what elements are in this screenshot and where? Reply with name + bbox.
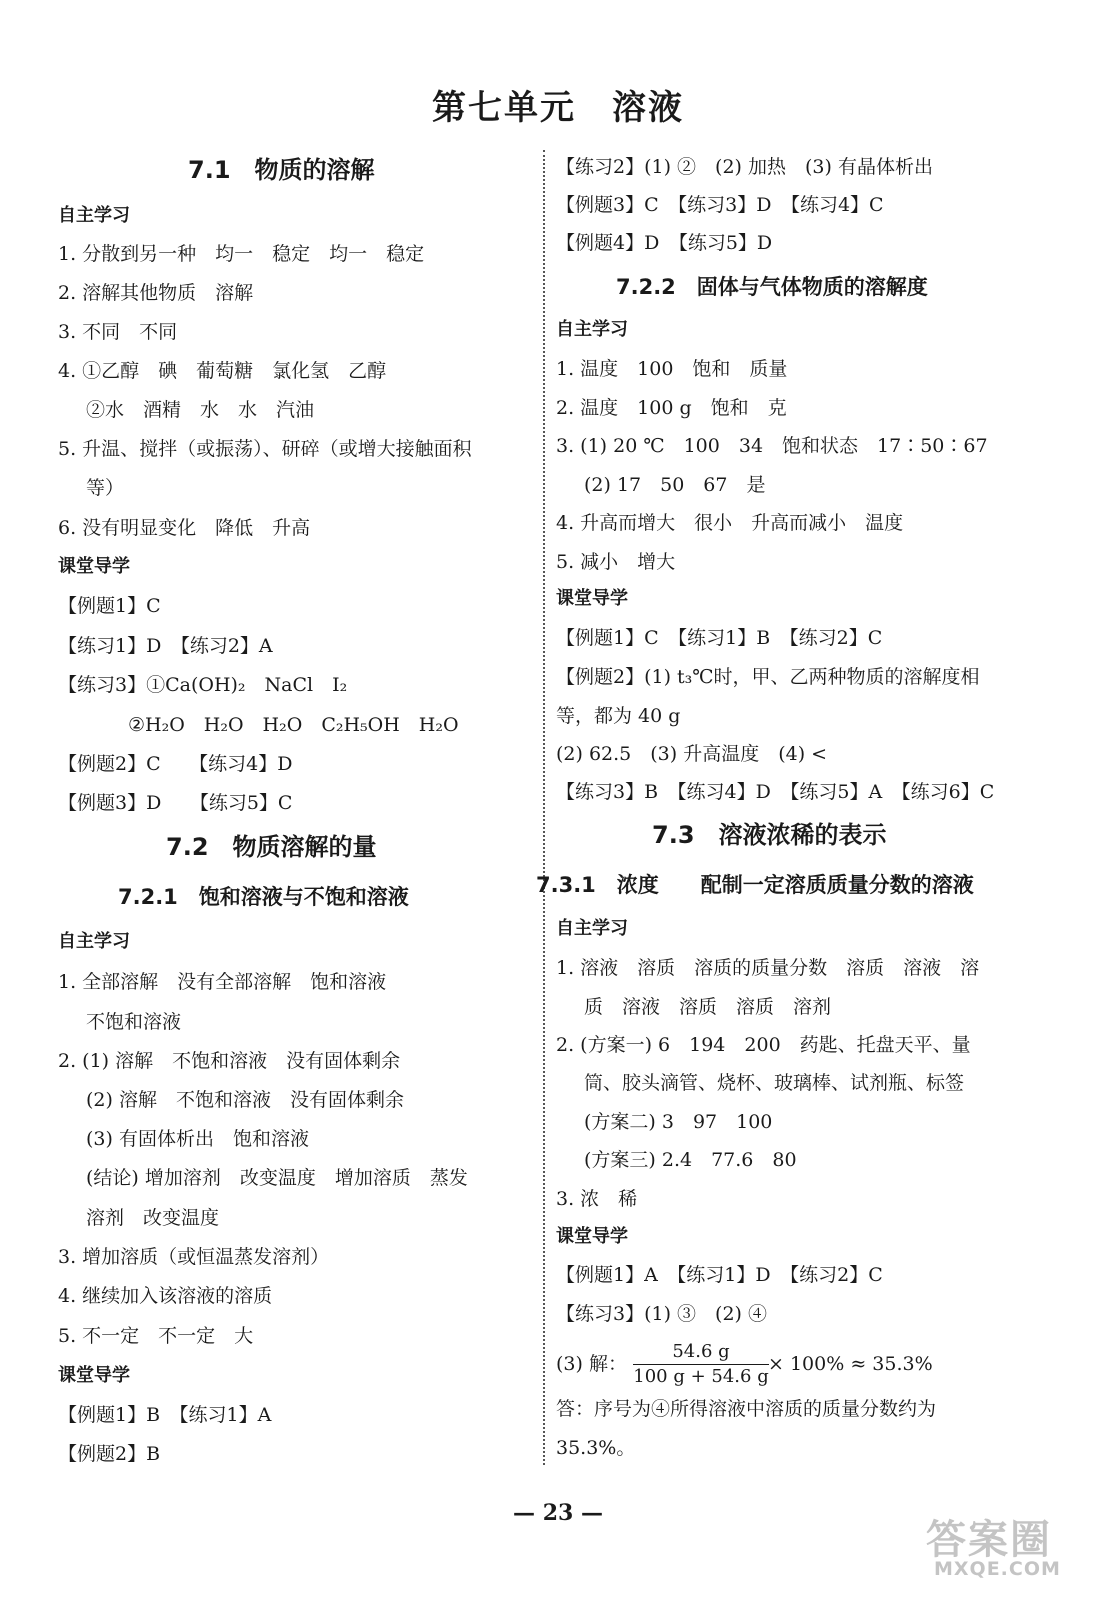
left-answer-line: 【例题1】B 【练习1】A (58, 1404, 272, 1426)
left-answer-line: 5. 升温、搅拌（或振荡）、研碎（或增大接触面积 (58, 438, 472, 460)
right-answer-line: 【练习2】(1) ② (2) 加热 (3) 有晶体析出 (556, 156, 933, 178)
right-answer-line: 【例题2】(1) t₃℃时，甲、乙两种物质的溶解度相 (556, 666, 980, 688)
right-answer-line: 3. (1) 20 ℃ 100 34 饱和状态 17∶50∶67 (556, 435, 988, 457)
right-subsection-label: 课堂导学 (556, 588, 628, 609)
right-answer-line: 【练习3】(1) ③ (2) ④ (556, 1303, 767, 1325)
right-answer-line: 5. 减小 增大 (556, 551, 676, 573)
left-subsection-heading: 7.2.1 饱和溶液与不饱和溶液 (118, 885, 409, 909)
right-answer-line: 【例题4】D 【练习5】D (556, 232, 773, 254)
watermark-text: 答案圈 (926, 1517, 1052, 1563)
left-answer-line: ②H₂O H₂O H₂O C₂H₅OH H₂O (128, 714, 459, 736)
left-answer-line: 【例题3】D 【练习5】C (58, 792, 293, 814)
right-answer-line: 3. 浓 稀 (556, 1188, 638, 1210)
left-answer-line: 【例题2】C 【练习4】D (58, 753, 293, 775)
left-answer-line: 3. 增加溶质（或恒温蒸发溶剂） (58, 1246, 330, 1268)
left-answer-line: 6. 没有明显变化 降低 升高 (58, 517, 311, 539)
left-answer-line: 等） (86, 477, 125, 499)
right-subsection-label: 自主学习 (556, 918, 628, 939)
right-section-heading: 7.3 溶液浓稀的表示 (652, 821, 887, 849)
right-answer-line: 4. 升高而增大 很小 升高而减小 温度 (556, 512, 904, 534)
left-subsection-label: 自主学习 (58, 931, 130, 952)
left-subsection-label: 课堂导学 (58, 1365, 130, 1386)
left-subsection-label: 自主学习 (58, 205, 130, 226)
right-subsection-heading: 7.2.2 固体与气体物质的溶解度 (616, 275, 928, 299)
right-answer-line: (3) 解： (556, 1353, 627, 1375)
right-answer-line: (方案三) 2.4 77.6 80 (584, 1149, 797, 1171)
right-subsection-label: 自主学习 (556, 319, 628, 340)
left-answer-line: 【例题2】B (58, 1443, 161, 1465)
watermark-url: MXQE.COM (934, 1558, 1061, 1580)
left-answer-line: 4. ①乙醇 碘 葡萄糖 氯化氢 乙醇 (58, 360, 387, 382)
right-answer-line: 等，都为 40 g (556, 705, 681, 727)
left-answer-line: 【练习1】D 【练习2】A (58, 635, 273, 657)
fraction-denominator: 100 g + 54.6 g (633, 1366, 769, 1387)
right-answer-line: 35.3%。 (556, 1437, 636, 1459)
left-answer-line: 2. 溶解其他物质 溶解 (58, 282, 254, 304)
solution-fraction (633, 1341, 769, 1388)
left-answer-line: 【练习3】①Ca(OH)₂ NaCl I₂ (58, 674, 348, 696)
page-number: — 23 — (513, 1500, 603, 1526)
right-answer-line: 【例题1】C 【练习1】B 【练习2】C (556, 627, 883, 649)
right-answer-line: 1. 溶液 溶质 溶质的质量分数 溶质 溶液 溶 (556, 957, 980, 979)
right-answer-line: 【例题1】A 【练习1】D 【练习2】C (556, 1264, 883, 1286)
right-subsection-label: 课堂导学 (556, 1226, 628, 1247)
right-answer-line: (2) 62.5 (3) 升高温度 (4) < (556, 743, 828, 765)
left-subsection-label: 课堂导学 (58, 556, 130, 577)
right-answer-line: 答：序号为④所得溶液中溶质的质量分数约为 (556, 1398, 937, 1420)
right-answer-line: 【例题3】C 【练习3】D 【练习4】C (556, 194, 884, 216)
right-answer-line: 筒、胶头滴管、烧杯、玻璃棒、试剂瓶、标签 (584, 1072, 965, 1094)
left-answer-line: ②水 酒精 水 水 汽油 (86, 399, 315, 421)
left-section-heading: 7.1 物质的溶解 (188, 156, 375, 184)
left-answer-line: (3) 有固体析出 饱和溶液 (86, 1128, 309, 1150)
watermark-logo (920, 1508, 1100, 1588)
right-subsection-heading: 7.3.1 浓度 配制一定溶质质量分数的溶液 (536, 873, 974, 897)
left-answer-line: 1. 分散到另一种 均一 稳定 均一 稳定 (58, 243, 425, 265)
left-answer-line: (2) 溶解 不饱和溶液 没有固体剩余 (86, 1089, 404, 1111)
right-answer-line: 2. (方案一) 6 194 200 药匙、托盘天平、量 (556, 1034, 971, 1056)
left-answer-line: 3. 不同 不同 (58, 321, 178, 343)
right-answer-line: (2) 17 50 67 是 (584, 474, 766, 496)
left-answer-line: (结论) 增加溶剂 改变温度 增加溶质 蒸发 (86, 1167, 468, 1189)
fraction-numerator: 54.6 g (633, 1341, 769, 1365)
left-answer-line: 1. 全部溶解 没有全部溶解 饱和溶液 (58, 971, 387, 993)
right-answer-line: 2. 温度 100 g 饱和 克 (556, 397, 787, 419)
page-title: 第七单元 溶液 (432, 88, 684, 128)
right-answer-line: × 100% ≈ 35.3% (768, 1353, 933, 1375)
right-answer-line: 【练习3】B 【练习4】D 【练习5】A 【练习6】C (556, 781, 995, 803)
left-answer-line: 4. 继续加入该溶液的溶质 (58, 1285, 273, 1307)
column-divider (543, 150, 545, 1465)
right-answer-line: (方案二) 3 97 100 (584, 1111, 773, 1133)
right-answer-line: 质 溶液 溶质 溶质 溶剂 (584, 996, 832, 1018)
right-answer-line: 1. 温度 100 饱和 质量 (556, 358, 788, 380)
left-answer-line: 5. 不一定 不一定 大 (58, 1325, 254, 1347)
left-answer-line: 不饱和溶液 (86, 1011, 182, 1033)
left-answer-line: 【例题1】C (58, 595, 161, 617)
left-answer-line: 溶剂 改变温度 (86, 1207, 220, 1229)
left-answer-line: 2. (1) 溶解 不饱和溶液 没有固体剩余 (58, 1050, 401, 1072)
left-section-heading: 7.2 物质溶解的量 (166, 833, 377, 861)
